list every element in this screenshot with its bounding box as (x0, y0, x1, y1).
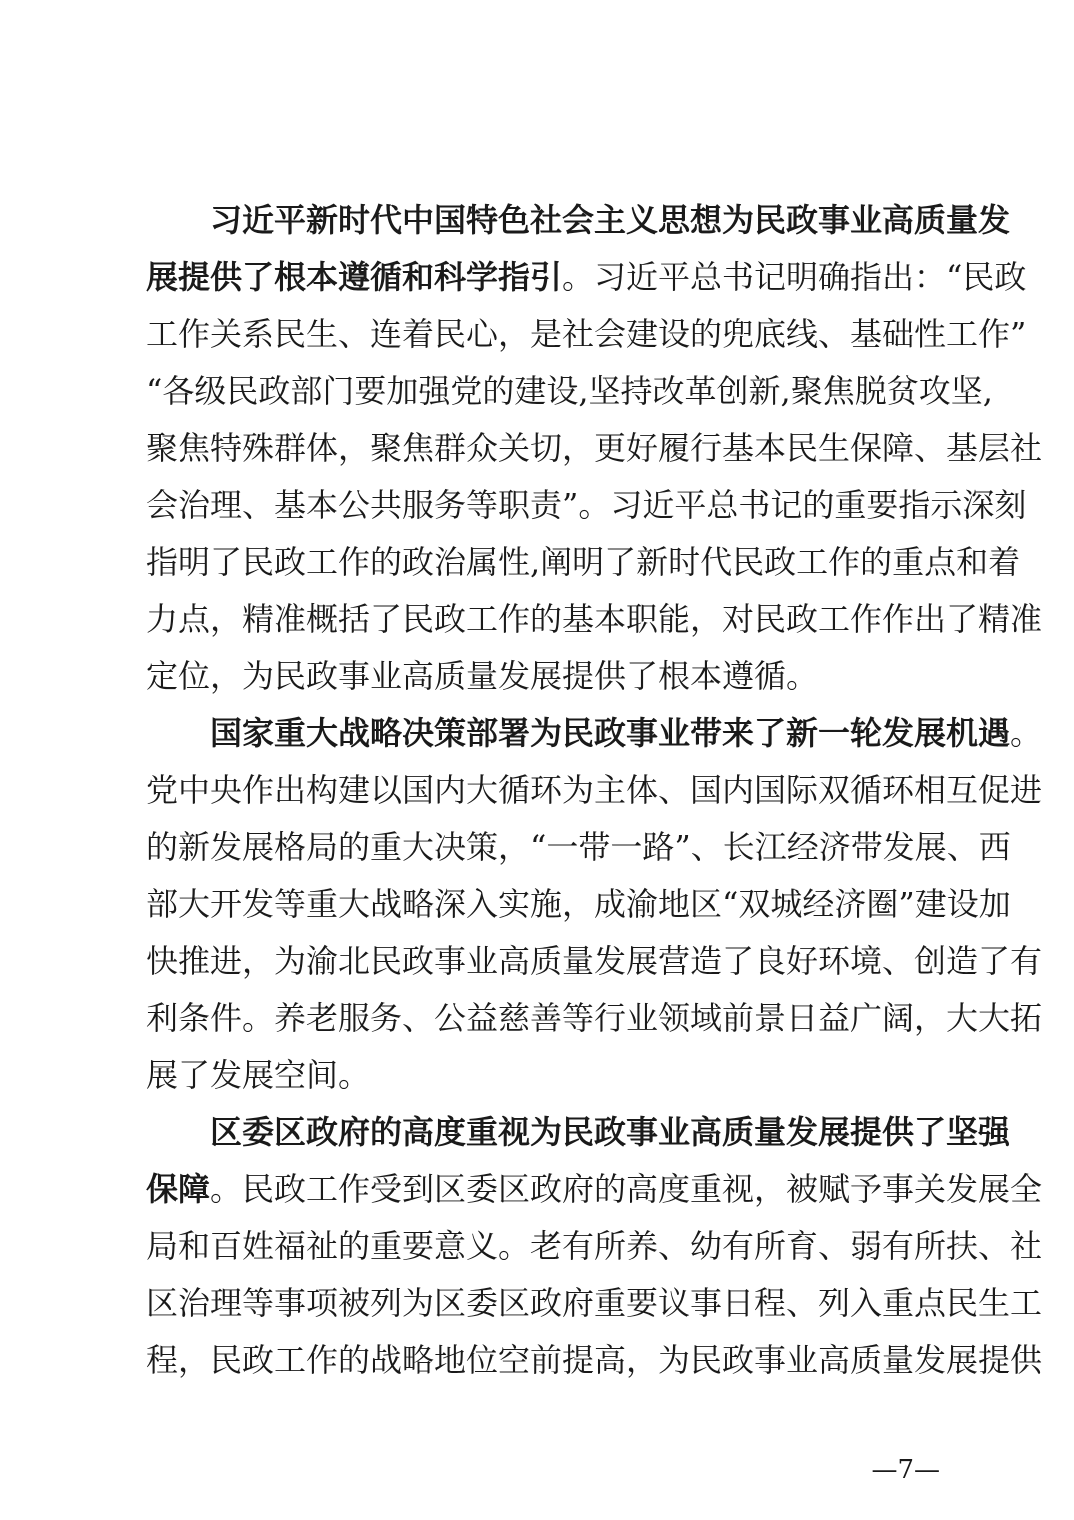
paragraph-2-line-3: 的新发展格局的重大决策，“一带一路”、长江经济带发展、西 (146, 828, 1011, 866)
paragraph-1-line-1 (210, 193, 1011, 247)
paragraph-1-heading-cont: 展提供了根本遵循和科学指引 (146, 258, 563, 296)
paragraph-2-line-6: 利条件。养老服务、公益慈善等行业领域前景日益广阔，大大拓 (146, 999, 1043, 1037)
paragraph-1-line-9: 定位，为民政事业高质量发展提供了根本遵循。 (146, 657, 819, 695)
paragraph-2-line-5: 快推进，为渝北民政事业高质量发展营造了良好环境、创造了有 (146, 942, 1043, 980)
paragraph-3-line-4: 区治理等事项被列为区委区政府重要议事日程、列入重点民生工 (146, 1284, 1043, 1322)
paragraph-1-line-2: 展提供了根本遵循和科学指引。习近平总书记明确指出：“民政 (146, 258, 1027, 296)
paragraph-2-line-4: 部大开发等重大战略深入实施，成渝地区“双城经济圈”建设加 (146, 885, 1011, 923)
paragraph-3-line-2: 保障。民政工作受到区委区政府的高度重视，被赋予事关发展全 (146, 1170, 1043, 1208)
paragraph-1-line-5: 聚焦特殊群体，聚焦群众关切，更好履行基本民生保障、基层社 (146, 429, 1043, 467)
paragraph-2-line-1: 国家重大战略决策部署为民政事业带来了新一轮发展机遇。 (210, 714, 1043, 752)
paragraph-1-line-4: “各级民政部门要加强党的建设,坚持改革创新,聚焦脱贫攻坚, (146, 372, 993, 410)
paragraph-2-heading: 国家重大战略决策部署为民政事业带来了新一轮发展机遇 (210, 714, 1011, 752)
paragraph-3-line-1 (210, 1105, 1011, 1159)
paragraph-1-heading: 习近平新时代中国特色社会主义思想为民政事业高质量发 (210, 201, 1011, 239)
page-number: —7— (871, 1455, 940, 1485)
paragraph-1-line-6: 会治理、基本公共服务等职责”。习近平总书记的重要指示深刻 (146, 486, 1027, 524)
paragraph-3-line-3: 局和百姓福祉的重要意义。老有所养、幼有所育、弱有所扶、社 (146, 1227, 1043, 1265)
paragraph-3-heading: 区委区政府的高度重视为民政事业高质量发展提供了坚强 (210, 1113, 1011, 1151)
paragraph-3-line-5: 程，民政工作的战略地位空前提高，为民政事业高质量发展提供 (146, 1341, 1043, 1379)
paragraph-1-line-8: 力点，精准概括了民政工作的基本职能，对民政工作作出了精准 (146, 600, 1043, 638)
paragraph-2-line-7: 展了发展空间。 (146, 1056, 371, 1094)
paragraph-1-line-3: 工作关系民生、连着民心，是社会建设的兜底线、基础性工作” (146, 315, 1027, 353)
paragraph-2-line-2: 党中央作出构建以国内大循环为主体、国内国际双循环相互促进 (146, 771, 1043, 809)
paragraph-3-heading-cont: 保障 (146, 1170, 211, 1208)
paragraph-1-line-7: 指明了民政工作的政治属性,阐明了新时代民政工作的重点和着 (146, 543, 1021, 581)
